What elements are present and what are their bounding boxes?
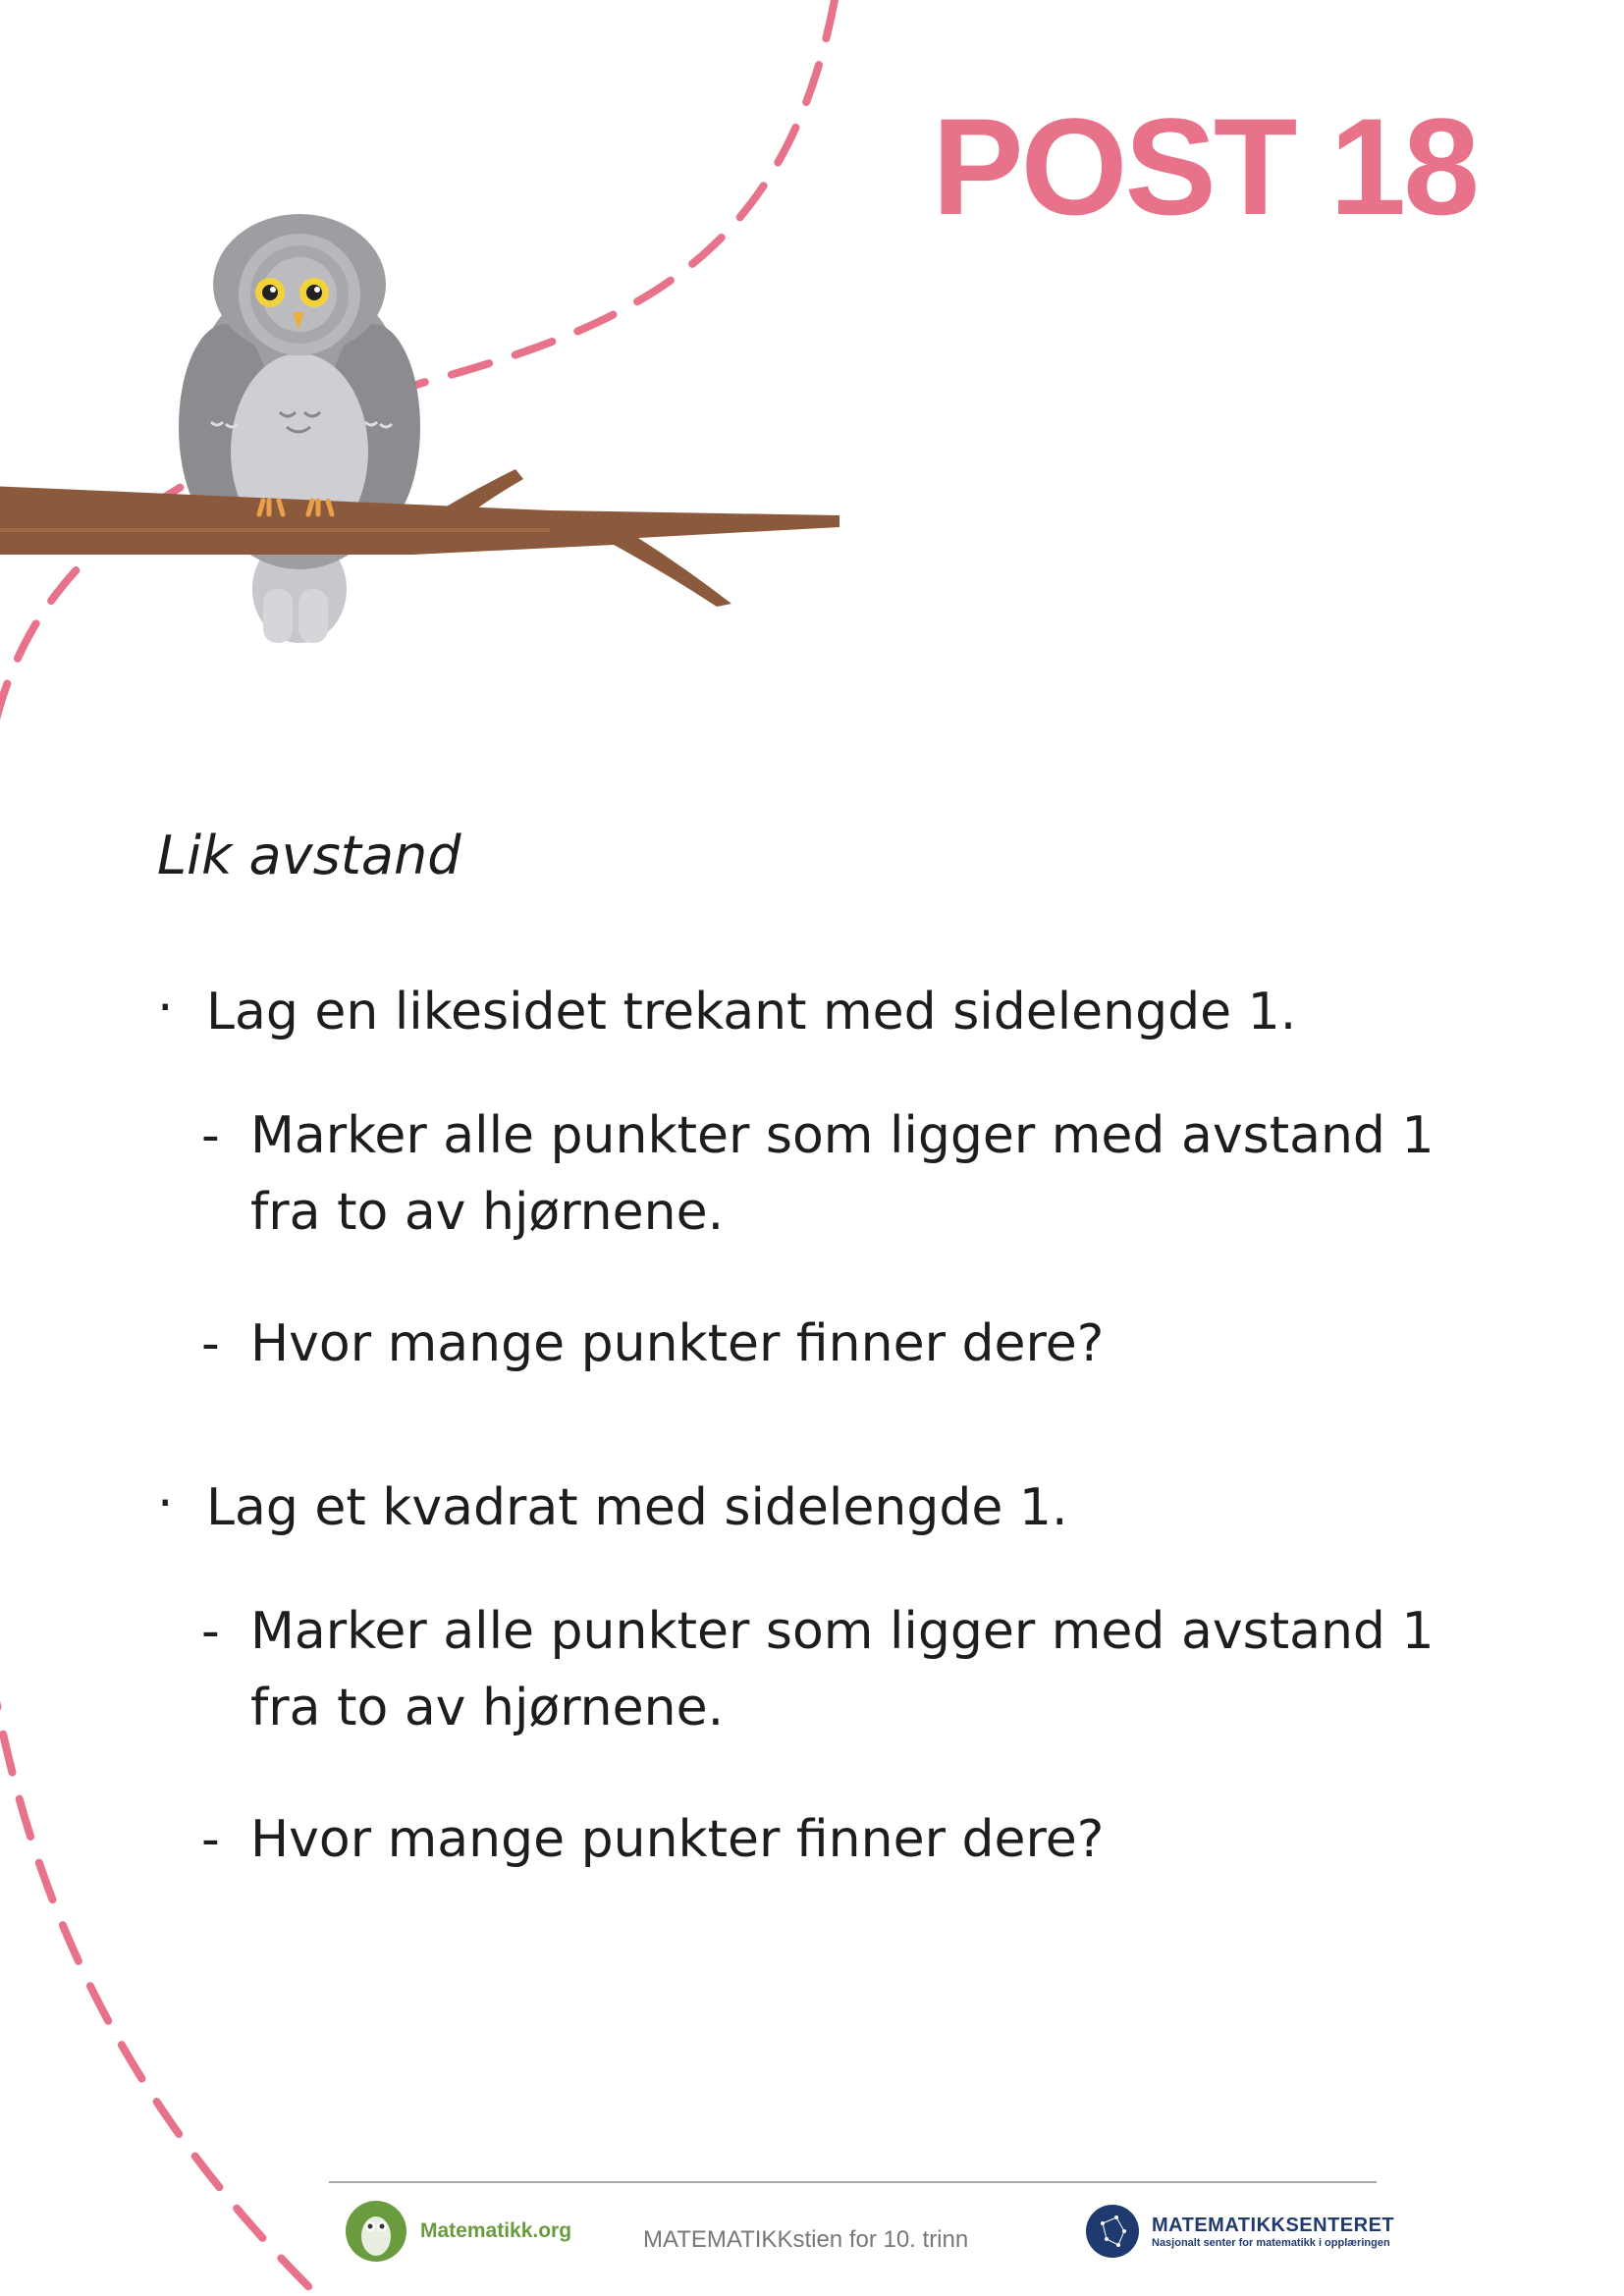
matematikk-org-owl-logo	[344, 2199, 408, 2264]
dash-icon: -	[201, 1106, 220, 1166]
task-sub-item	[157, 1306, 1492, 1382]
footer-right-brand-block	[1152, 2215, 1394, 2249]
dash-icon: -	[201, 1810, 220, 1870]
task-sub-text: Marker alle punkter som ligger med avstand 1 fra to av hjørnene.	[250, 1602, 1435, 1738]
footer-left-brand: Matematikk.org	[420, 2219, 572, 2242]
footer-left-logo	[344, 2197, 571, 2266]
task-block	[157, 979, 1492, 1437]
task-sub-item	[157, 1593, 1492, 1746]
branch-illustration	[0, 469, 839, 607]
task-sub-text: Marker alle punkter som ligger med avstand 1 fra to av hjørnene.	[250, 1106, 1435, 1243]
task-text: Lag et kvadrat med sidelengde 1.	[206, 1478, 1068, 1537]
owl-illustration	[179, 214, 420, 643]
dash-icon: -	[201, 1602, 220, 1662]
footer-right-logo	[1085, 2197, 1394, 2266]
footer-right-tagline: Nasjonalt senter for matematikk i opplæringen	[1152, 2236, 1390, 2249]
task-sub-item	[157, 1801, 1492, 1878]
footer-center-text: MATEMATIKKstien for 10. trinn	[643, 2226, 969, 2253]
footer-right-brand: MATEMATIKKSENTERET	[1152, 2214, 1395, 2236]
task-main	[157, 1474, 1492, 1538]
page-title: POST 18	[932, 89, 1477, 243]
task-sub-item	[157, 1097, 1492, 1251]
bullet-icon: ·	[157, 979, 174, 1038]
page-subtitle: Lik avstand	[157, 825, 461, 886]
bullet-icon: ·	[157, 1474, 174, 1533]
dash-icon: -	[201, 1314, 220, 1374]
dashed-trail-decoration	[0, 0, 835, 746]
task-block	[157, 1474, 1492, 1933]
task-main	[157, 979, 1492, 1042]
footer-divider	[329, 2181, 1377, 2183]
task-sub-list	[157, 1097, 1492, 1382]
task-sub-text: Hvor mange punkter finner dere?	[250, 1314, 1105, 1374]
task-sub-list	[157, 1593, 1492, 1878]
task-sub-text: Hvor mange punkter finner dere?	[250, 1810, 1105, 1870]
matematikksenteret-logo	[1085, 2204, 1140, 2259]
task-text: Lag en likesidet trekant med sidelengde 1.	[206, 983, 1297, 1041]
